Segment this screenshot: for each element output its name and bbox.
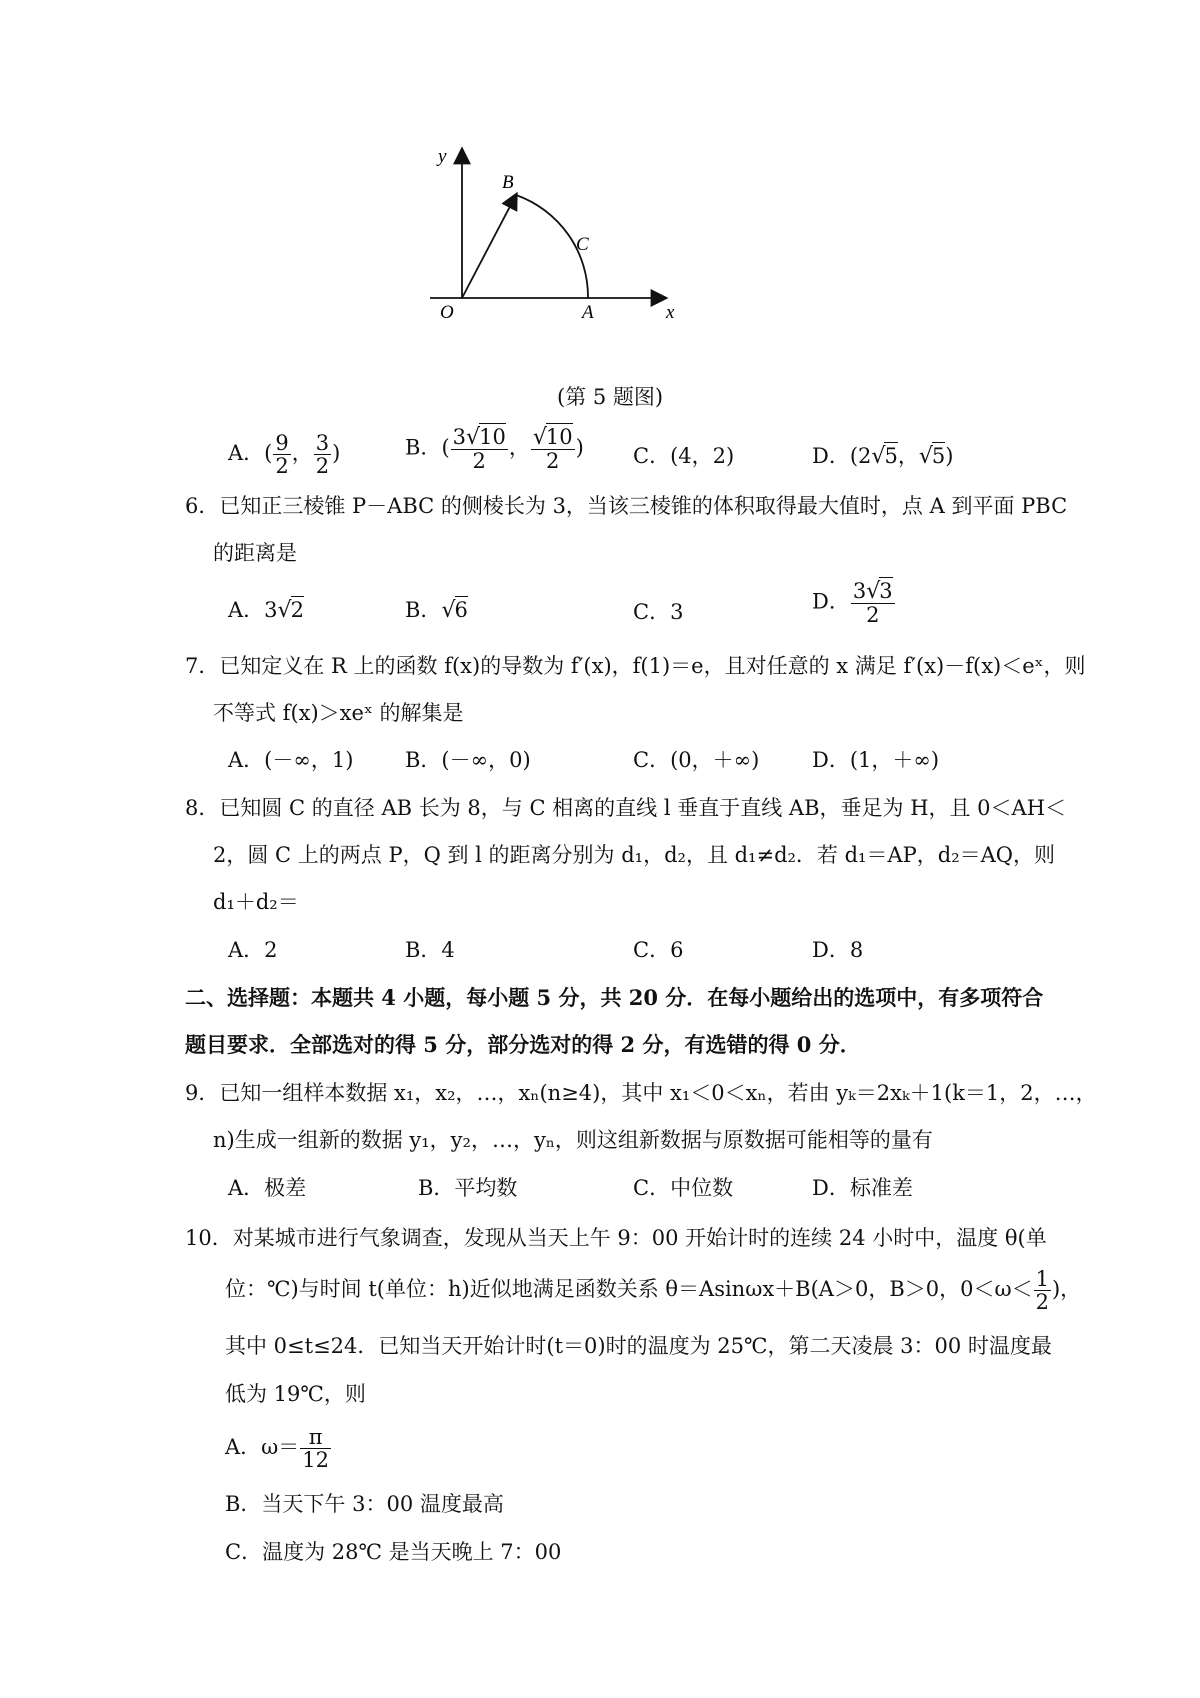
frac-den: 12 bbox=[302, 1448, 330, 1473]
q10-option-a bbox=[225, 1426, 332, 1471]
radicand: 6 bbox=[454, 598, 468, 622]
radicand: 3 bbox=[879, 579, 893, 603]
label-c: C bbox=[576, 234, 589, 255]
figure-q5 bbox=[420, 138, 710, 328]
q7-option-b: B．(－∞，0) bbox=[405, 748, 531, 772]
q6-line2: 的距离是 bbox=[213, 541, 297, 565]
q10-line2-text: 位：℃)与时间 t(单位：h)近似地满足函数关系 θ＝Asinωx＋B(A＞0，B＞0，0＜ω＜ bbox=[225, 1277, 1033, 1302]
option-label: D． bbox=[812, 444, 850, 468]
frac-num: 1 bbox=[1035, 1267, 1049, 1291]
label-a: A bbox=[582, 302, 594, 323]
frac-den: 2 bbox=[1035, 1290, 1049, 1315]
coef: 3 bbox=[452, 425, 467, 449]
q7-option-a: A．(－∞，1) bbox=[228, 748, 354, 772]
q10-line4: 低为 19℃，则 bbox=[225, 1382, 366, 1406]
q10-option-c: C．温度为 28℃ 是当天晚上 7：00 bbox=[225, 1540, 562, 1564]
q10-line2-end: )， bbox=[1051, 1277, 1082, 1302]
q7-option-d: D．(1，＋∞) bbox=[812, 748, 940, 772]
q8-line3: d₁＋d₂＝ bbox=[213, 890, 299, 914]
q8-option-b: B．4 bbox=[405, 938, 455, 962]
vector-ob bbox=[462, 195, 516, 298]
q6-option-b: B．√6 bbox=[405, 598, 468, 623]
frac-num: 9 bbox=[275, 431, 289, 455]
q7-line1: 7．已知定义在 R 上的函数 f(x)的导数为 f′(x)，f(1)＝e，且对任意的 x 满足 f′(x)－f(x)＜eˣ，则 bbox=[185, 654, 1086, 678]
q8-line2: 2，圆 C 上的两点 P，Q 到 l 的距离分别为 d₁，d₂，且 d₁≠d₂．若 d₁＝AP，d₂＝AQ，则 bbox=[213, 843, 1056, 867]
coef: 3 bbox=[852, 579, 867, 603]
q7-line2: 不等式 f(x)＞xeˣ 的解集是 bbox=[213, 701, 464, 725]
q6-option-d: D． $\frac{3√3}{2}$ bbox=[812, 579, 893, 628]
label-b: B bbox=[502, 172, 514, 193]
frac-den: 2 bbox=[315, 454, 330, 479]
option-label: D． bbox=[812, 589, 850, 614]
label-y: y bbox=[438, 146, 447, 167]
q10-line3: 其中 0≤t≤24．已知当天开始计时(t＝0)时的温度为 25℃，第二天凌晨 3：00 时温度最 bbox=[225, 1334, 1052, 1358]
radicand: 2 bbox=[290, 598, 304, 622]
q9-option-c: C．中位数 bbox=[633, 1176, 734, 1200]
option-label: A． bbox=[228, 441, 265, 466]
q9-option-d: D．标准差 bbox=[812, 1176, 913, 1200]
option-label: A．3 bbox=[228, 598, 278, 622]
q8-option-c: C．6 bbox=[633, 938, 684, 962]
frac-den: 2 bbox=[546, 449, 560, 474]
q9-option-b: B．平均数 bbox=[418, 1176, 518, 1200]
q6-option-c: C．3 bbox=[633, 600, 684, 624]
q8-line1: 8．已知圆 C 的直径 AB 长为 8，与 C 相离的直线 l 垂直于直线 AB，垂足为 H，且 0＜AH＜ bbox=[185, 796, 1067, 820]
q9-line1: 9．已知一组样本数据 x₁，x₂，…，xₙ(n≥4)，其中 x₁＜0＜xₙ，若由 yₖ＝2xₖ＋1(k＝1，2，…， bbox=[185, 1081, 1097, 1105]
section2-line2: 题目要求．全部选对的得 5 分，部分选对的得 2 分，有选错的得 0 分． bbox=[185, 1032, 861, 1057]
q6-line1: 6．已知正三棱锥 P－ABC 的侧棱长为 3，当该三棱锥的体积取得最大值时，点 A 到平面 PBC bbox=[185, 494, 1068, 518]
section2-line1: 二、选择题：本题共 4 小题，每小题 5 分，共 20 分．在每小题给出的选项中，有多项符合 bbox=[185, 985, 1044, 1010]
option-label: B． bbox=[405, 435, 442, 460]
q7-option-c: C．(0，＋∞) bbox=[633, 748, 760, 772]
q8-option-a: A．2 bbox=[228, 938, 278, 962]
frac-den: 2 bbox=[275, 454, 289, 479]
q8-option-d: D．8 bbox=[812, 938, 864, 962]
frac-num: 3 bbox=[315, 431, 330, 455]
q5-option-b: B．( $\frac{3√10}{2}$ ， $\frac{√10}{2}$ ) bbox=[405, 425, 584, 474]
q9-option-a: A．极差 bbox=[228, 1176, 307, 1200]
q9-line2: n)生成一组新的数据 y₁，y₂，…，yₙ，则这组新数据与原数据可能相等的量有 bbox=[213, 1128, 933, 1152]
radicand: 5 bbox=[931, 444, 946, 468]
q6-option-a: A．3√2 bbox=[228, 598, 304, 623]
option-label: A．ω＝ bbox=[225, 1435, 300, 1460]
q5-option-a: A．( $\frac{9}{2}$ ， $\frac{3}{2}$ ) bbox=[228, 431, 341, 479]
label-o: O bbox=[440, 302, 454, 323]
q10-line2 bbox=[225, 1268, 1081, 1313]
frac-den: 2 bbox=[472, 449, 486, 474]
q5-option-d: D．(2√5，√5) bbox=[812, 444, 954, 469]
q10-option-b: B．当天下午 3：00 温度最高 bbox=[225, 1492, 504, 1516]
option-label: B． bbox=[405, 598, 442, 622]
frac-num: π bbox=[300, 1426, 331, 1449]
radicand: 10 bbox=[479, 425, 506, 449]
figure-caption: (第 5 题图) bbox=[557, 385, 664, 409]
radicand: 5 bbox=[884, 444, 898, 468]
radicand: 10 bbox=[545, 425, 573, 449]
q10-line1: 10．对某城市进行气象调查，发现从当天上午 9：00 开始计时的连续 24 小时中，温度 θ(单 bbox=[185, 1226, 1047, 1250]
coef: 2 bbox=[858, 444, 872, 468]
label-x: x bbox=[666, 302, 675, 323]
q5-option-c: C．(4，2) bbox=[633, 444, 735, 468]
frac-den: 2 bbox=[866, 603, 880, 628]
